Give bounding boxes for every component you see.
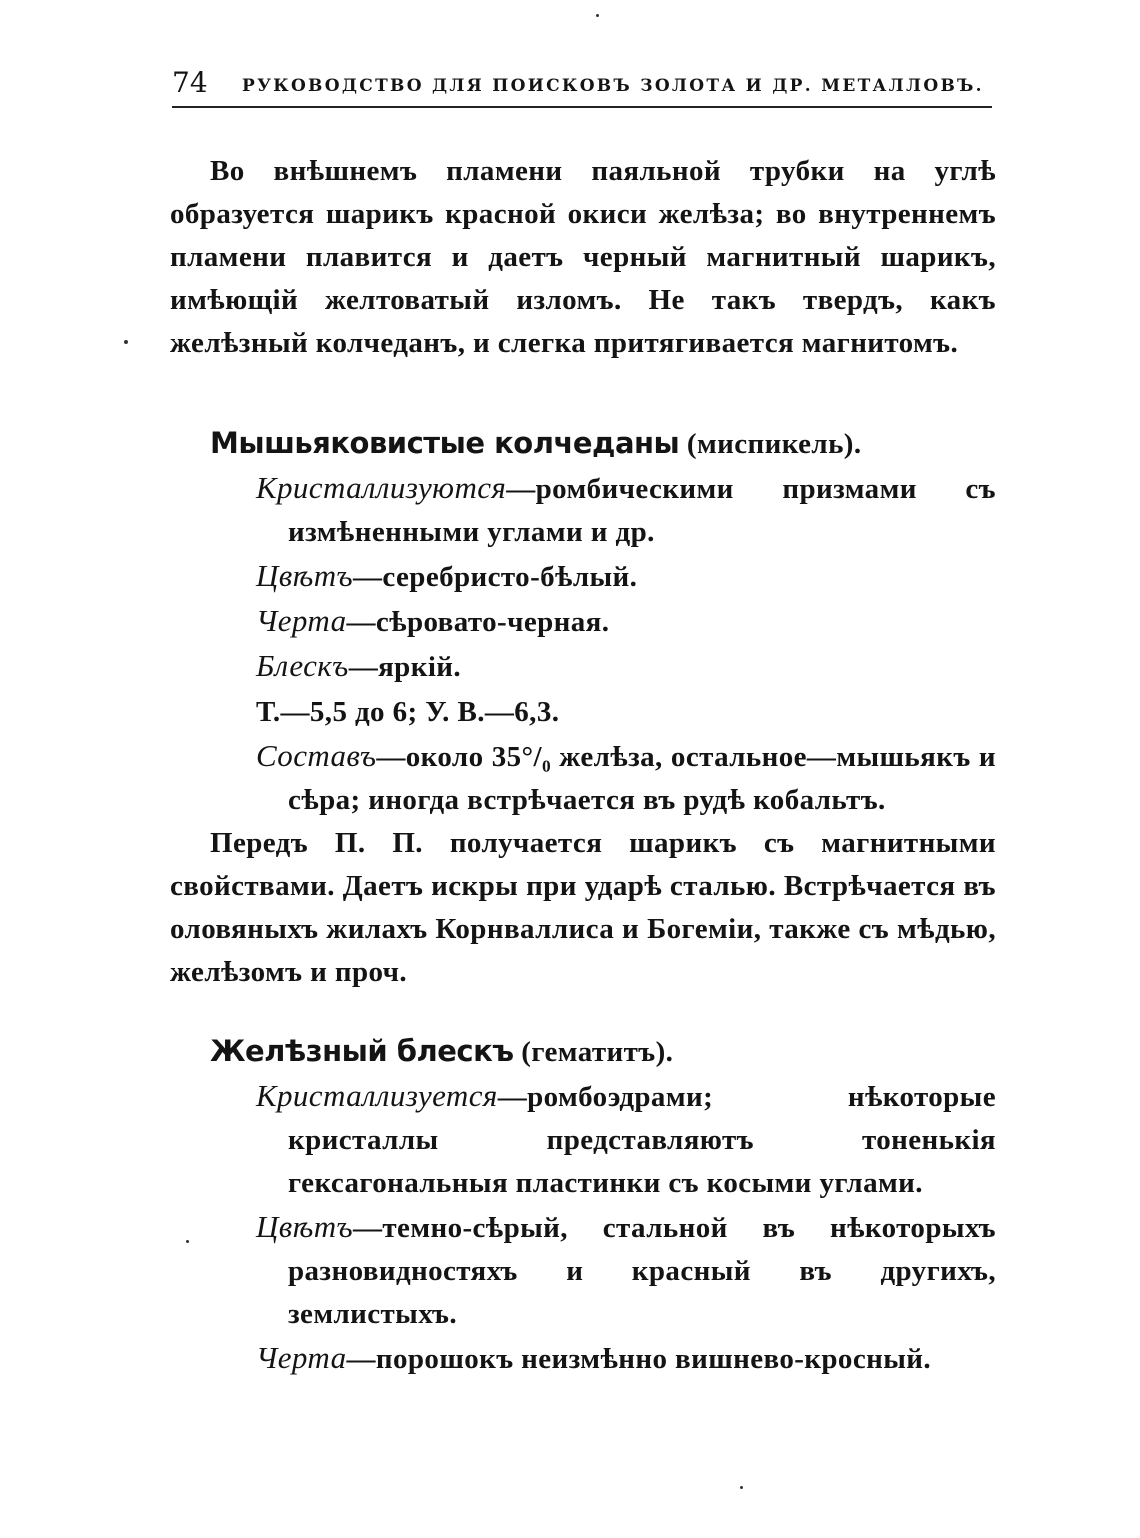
heading-title: Мышьяковистые колчеданы — [210, 426, 680, 460]
print-speck — [186, 1240, 189, 1243]
property-term: Цвѣтъ — [256, 558, 353, 593]
property-term: Черта — [256, 603, 347, 638]
property-text: —ромбическими призмами съ измѣненными углами и др. — [288, 473, 996, 548]
page-header — [172, 66, 992, 108]
property-entry — [170, 734, 996, 822]
property-text: —порошокъ неизмѣнно вишнево-кросный. — [346, 1343, 932, 1375]
property-entry — [170, 1336, 996, 1381]
heading-subtitle: (миспикель). — [679, 428, 862, 460]
property-entry — [170, 689, 996, 734]
section-paragraph: Передъ П. П. получается шарикъ съ магнитными свойствами. Даетъ искры при ударѣ сталью. Встрѣчается въ оловяныхъ жилахъ Корнваллиса и Богеміи, также съ мѣдью, желѣзомъ и проч. — [170, 827, 996, 988]
property-term: Цвѣтъ — [256, 1209, 353, 1244]
intro-block — [170, 150, 996, 365]
print-speck — [740, 1486, 743, 1489]
intro-paragraph: Во внѣшнемъ пламени паяльной трубки на углѣ образуется шарикъ красной окиси желѣза; во внутреннемъ пламени плавится и даетъ черный магнитный шарикъ, имѣющій желтоватый изломъ. Не такъ твердъ, какъ желѣзный колчеданъ, и слегка притягивается магнитомъ. — [170, 155, 996, 359]
print-speck — [596, 14, 599, 17]
heading-subtitle: (гематитъ). — [513, 1036, 674, 1068]
print-speck — [124, 340, 128, 344]
property-text: —около 35°/₀ желѣза, остальное—мышьякъ и сѣра; иногда встрѣчается въ рудѣ кобальтъ. — [288, 741, 996, 816]
running-head: РУКОВОДСТВО ДЛЯ ПОИСКОВЪ ЗОЛОТА И ДР. МЕТАЛЛОВЪ. — [242, 76, 984, 96]
property-entry — [170, 599, 996, 644]
property-text: Т.—5,5 до 6; У. В.—6,3. — [256, 696, 560, 728]
property-entry — [170, 644, 996, 689]
property-entry — [170, 1205, 996, 1336]
property-entry — [170, 466, 996, 554]
property-text: —серебристо-бѣлый. — [353, 561, 638, 593]
section-arsenopyrite — [170, 422, 996, 994]
property-entry — [170, 1074, 996, 1205]
section-heading — [170, 422, 996, 466]
property-entry — [170, 554, 996, 599]
property-term: Кристаллизуются — [256, 470, 507, 505]
property-term: Блескъ — [256, 648, 349, 683]
property-term: Составъ — [256, 738, 377, 773]
property-term: Черта — [256, 1340, 347, 1375]
section-heading — [170, 1030, 996, 1074]
page-number: 74 — [172, 66, 208, 99]
property-text: —темно-сѣрый, стальной въ нѣкоторыхъ разновидностяхъ и красный въ другихъ, землистыхъ. — [288, 1212, 996, 1330]
property-text: —ромбоэдрами; нѣкоторые кристаллы представляютъ тоненькія гексагональныя пластинки съ косыми углами. — [288, 1081, 996, 1199]
property-text: —яркій. — [348, 651, 462, 683]
heading-title: Желѣзный блескъ — [210, 1034, 514, 1068]
property-text: —сѣровато-черная. — [346, 606, 610, 638]
section-hematite — [170, 1030, 996, 1381]
property-term: Кристаллизуется — [256, 1078, 498, 1113]
